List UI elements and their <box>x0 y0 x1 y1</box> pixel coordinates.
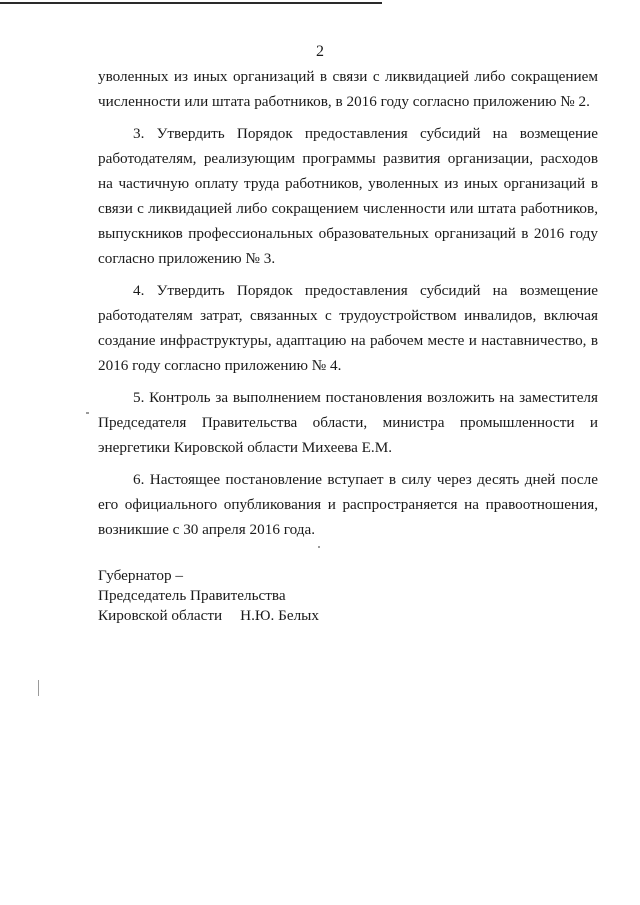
signature-position: Председатель Правительства <box>98 587 286 604</box>
signature-title: Губернатор – <box>98 567 183 584</box>
signatory-name: Н.Ю. Белых <box>240 607 319 624</box>
signature-region-line <box>98 606 398 626</box>
paragraph-5: 5. Контроль за выполнением постановления возложить на заместителя Председателя Правительства области, министра промышленности и энергетики Кировской области Михеева Е.М. <box>98 389 598 456</box>
paragraph-6: 6. Настоящее постановление вступает в силу через десять дней после его официального опубликования и распространяется на правоотношения, возникшие с 30 апреля 2016 года. <box>98 471 598 538</box>
document-body <box>98 64 598 549</box>
scan-speck <box>86 412 89 414</box>
paragraph-4: 4. Утвердить Порядок предоставления субсидий на возмещение работодателям затрат, связанных с трудоустройством инвалидов, включая создание инфраструктуры, адаптацию на рабочем месте и наставничество, в 2016 году согласно приложению № 4. <box>98 282 598 374</box>
top-rule <box>0 2 382 4</box>
signature-region: Кировской области <box>98 607 223 624</box>
signature-block <box>98 566 398 626</box>
paragraph-continuation: уволенных из иных организаций в связи с ликвидацией либо сокращением численности или штата работников, в 2016 году согласно приложению № 2. <box>98 68 598 110</box>
scan-speck <box>318 546 320 548</box>
paragraph-3: 3. Утвердить Порядок предоставления субсидий на возмещение работодателям, реализующим программы развития организации, расходов на частичную оплату труда работников, уволенных из иных организаций в связи с ликвидацией либо сокращением численности или штата работников, выпускников профессиональных образовательных организаций в 2016 году согласно приложению № 3. <box>98 125 598 267</box>
scan-speck <box>38 680 39 696</box>
page-number: 2 <box>316 43 324 60</box>
